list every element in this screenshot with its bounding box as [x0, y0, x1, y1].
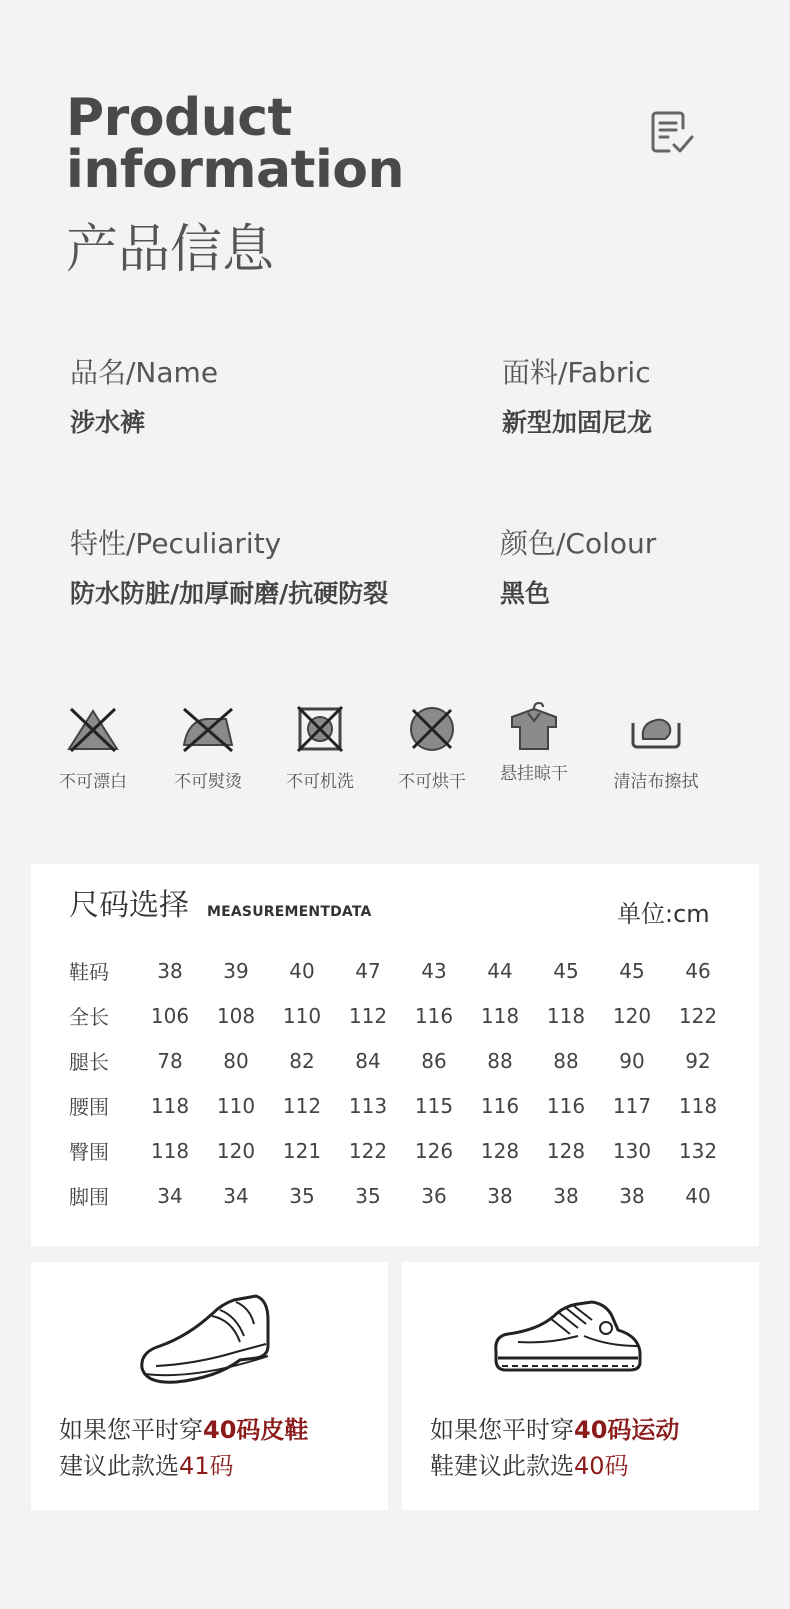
size-cell: 118 — [678, 1093, 718, 1118]
size-cell: 43 — [421, 958, 447, 983]
no-iron-icon — [178, 705, 238, 753]
size-cell: 82 — [289, 1048, 315, 1073]
size-chart-unit: 单位:cm — [617, 900, 710, 928]
size-row-label: 腰围 — [69, 1095, 109, 1119]
size-cell: 121 — [282, 1138, 322, 1163]
fabric-value: 新型加固尼龙 — [502, 408, 653, 437]
hang-dry-icon — [506, 699, 562, 751]
care-label: 清洁布擦拭 — [613, 772, 699, 792]
size-cell: 115 — [414, 1093, 454, 1118]
size-cell: 130 — [612, 1138, 652, 1163]
care-label: 不可机洗 — [286, 772, 354, 792]
size-cell: 36 — [421, 1183, 447, 1208]
title-english-line1: Product — [66, 88, 292, 148]
size-cell: 112 — [348, 1003, 388, 1028]
advice-size: 41码 — [179, 1452, 234, 1480]
care-item-no-machine-wash — [270, 705, 370, 792]
size-cell: 116 — [480, 1093, 520, 1118]
size-cell: 118 — [480, 1003, 520, 1028]
no-bleach-icon — [65, 705, 121, 753]
size-cell: 38 — [619, 1183, 645, 1208]
size-row-label: 全长 — [69, 1005, 109, 1029]
leather-shoe-card — [31, 1262, 388, 1510]
fabric-label: 面料/Fabric — [502, 356, 651, 389]
care-label: 悬挂晾干 — [500, 764, 568, 784]
size-cell: 120 — [216, 1138, 256, 1163]
size-cell: 113 — [348, 1093, 388, 1118]
size-cell: 46 — [685, 958, 711, 983]
title-english — [66, 88, 405, 200]
size-table — [55, 948, 731, 1218]
size-cell: 39 — [223, 958, 249, 983]
care-item-no-bleach — [43, 705, 143, 792]
size-row — [55, 948, 731, 993]
size-row-label: 脚围 — [69, 1185, 109, 1209]
advice-text: 建议此款选 — [59, 1452, 179, 1480]
size-cell: 40 — [685, 1183, 711, 1208]
size-cell: 88 — [487, 1048, 513, 1073]
advice-size: 40码 — [574, 1452, 629, 1480]
size-cell: 80 — [223, 1048, 249, 1073]
advice-text: 鞋建议此款选 — [430, 1452, 574, 1480]
size-cell: 108 — [216, 1003, 256, 1028]
size-cell: 44 — [487, 958, 513, 983]
size-cell: 122 — [348, 1138, 388, 1163]
size-row-label: 腿长 — [69, 1050, 109, 1074]
size-row — [55, 1038, 731, 1083]
size-row — [55, 993, 731, 1038]
size-cell: 38 — [553, 1183, 579, 1208]
colour-value: 黑色 — [500, 579, 551, 608]
size-cell: 38 — [487, 1183, 513, 1208]
size-cell: 117 — [612, 1093, 652, 1118]
advice-text: 如果您平时穿 — [59, 1416, 203, 1444]
size-cell: 118 — [150, 1093, 190, 1118]
size-cell: 118 — [546, 1003, 586, 1028]
care-item-hang-dry — [484, 705, 584, 784]
size-cell: 45 — [619, 958, 645, 983]
sneaker-advice — [430, 1412, 679, 1484]
size-cell: 128 — [480, 1138, 520, 1163]
size-cell: 106 — [150, 1003, 190, 1028]
advice-highlight: 40码运动 — [574, 1416, 680, 1444]
size-cell: 35 — [289, 1183, 315, 1208]
care-item-no-iron — [158, 705, 258, 792]
size-cell: 38 — [157, 958, 183, 983]
size-cell: 92 — [685, 1048, 711, 1073]
size-cell: 78 — [157, 1048, 183, 1073]
size-row — [55, 1173, 731, 1218]
size-cell: 45 — [553, 958, 579, 983]
name-value: 涉水裤 — [70, 408, 146, 437]
size-cell: 40 — [289, 958, 315, 983]
size-cell: 110 — [282, 1003, 322, 1028]
care-label: 不可烘干 — [398, 772, 466, 792]
size-cell: 132 — [678, 1138, 718, 1163]
size-row-label: 臀围 — [69, 1140, 109, 1164]
leather-shoe-icon — [136, 1290, 276, 1390]
leather-shoe-advice — [59, 1412, 308, 1484]
size-cell: 122 — [678, 1003, 718, 1028]
size-cell: 126 — [414, 1138, 454, 1163]
size-row-label: 鞋码 — [69, 960, 109, 984]
size-cell: 86 — [421, 1048, 447, 1073]
size-cell: 47 — [355, 958, 381, 983]
sneaker-card — [402, 1262, 759, 1510]
size-cell: 120 — [612, 1003, 652, 1028]
care-item-no-tumble-dry — [382, 705, 482, 792]
care-item-wipe-clean — [606, 705, 706, 792]
advice-highlight: 40码皮鞋 — [203, 1416, 309, 1444]
sneaker-icon — [488, 1296, 648, 1380]
size-cell: 88 — [553, 1048, 579, 1073]
size-cell: 118 — [150, 1138, 190, 1163]
wipe-clean-icon — [629, 705, 683, 753]
size-chart-subtitle: MEASUREMENTDATA — [207, 904, 372, 920]
size-row — [55, 1083, 731, 1128]
size-cell: 34 — [157, 1183, 183, 1208]
advice-text: 如果您平时穿 — [430, 1416, 574, 1444]
feature-label: 特性/Peculiarity — [70, 527, 282, 560]
feature-value: 防水防脏/加厚耐磨/抗硬防裂 — [70, 579, 389, 608]
size-chart-card — [31, 864, 759, 1246]
size-row — [55, 1128, 731, 1173]
size-cell: 84 — [355, 1048, 381, 1073]
size-cell: 112 — [282, 1093, 322, 1118]
title-chinese: 产品信息 — [66, 220, 275, 280]
title-english-line2: information — [66, 140, 405, 200]
name-label: 品名/Name — [70, 356, 219, 389]
size-cell: 90 — [619, 1048, 645, 1073]
care-label: 不可熨烫 — [174, 772, 242, 792]
size-cell: 128 — [546, 1138, 586, 1163]
size-cell: 35 — [355, 1183, 381, 1208]
care-label: 不可漂白 — [59, 772, 127, 792]
size-cell: 116 — [414, 1003, 454, 1028]
size-cell: 116 — [546, 1093, 586, 1118]
colour-label: 颜色/Colour — [500, 527, 657, 560]
document-check-icon — [647, 108, 699, 160]
no-tumble-dry-icon — [407, 705, 457, 753]
no-machine-wash-icon — [295, 705, 345, 753]
size-cell: 110 — [216, 1093, 256, 1118]
size-cell: 34 — [223, 1183, 249, 1208]
size-chart-title: 尺码选择 — [69, 888, 189, 923]
